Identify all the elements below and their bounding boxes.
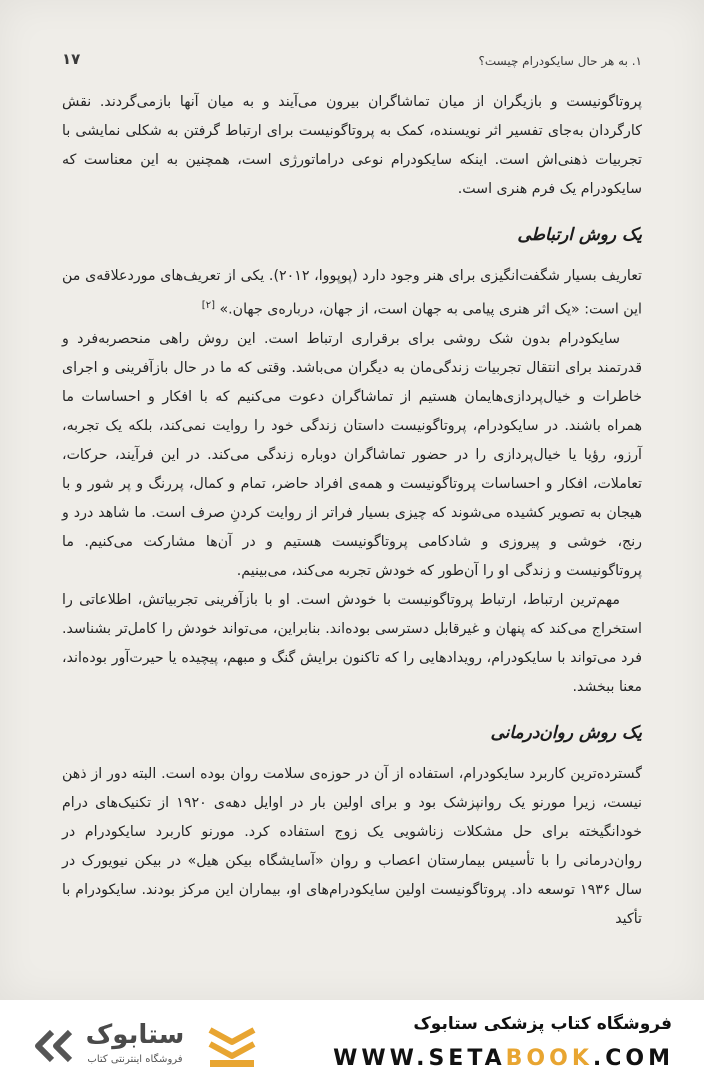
paragraph: سایکودرام بدون شک روشی برای برقراری ارتباط است. این روش راهی منحصربه‌فرد و قدرتمند برای انتقال تجربیات زندگی‌مان به دیگران می‌باشد. وقتی که ما در حال بازآفرینی و اجرای خاطرات و خیال‌پردازی‌هایمان هستیم از تماشاگران دعوت می‌کنیم که با افکار و احساسات ما همراه باشند. در سایکودرام، پروتاگونیست داستان زندگی خود را روایت نمی‌کند، بلکه یک تجربه، آرزو، رؤیا یا خیال‌پردازی را در حضور تماشاگران دوباره زندگی می‌کند. در این فرآیند، حرکات، تعاملات، افکار و احساسات پروتاگونیست و همه‌ی افراد حاضر، تمام و کمال، پررنگ و پر شور و با هیجان به تصویر کشیده می‌شوند که چیزی بسیار فراتر از روایت کردنِ صرف است. ما شاهد درد و رنج، خوشی و پیروزی و شادکامی پروتاگونیست هستیم و در آن‌ها مشارکت می‌کنیم. ما پروتاگونیست و زندگی او را آن‌طور که خودش تجربه می‌کند، می‌بینیم. xyxy=(62,330,642,579)
section-heading: یک روش ارتباطی xyxy=(517,225,642,245)
url-part-2: BOOK xyxy=(505,1046,593,1071)
page-number: ۱۷ xyxy=(62,50,81,68)
paragraph: مهم‌ترین ارتباط، ارتباط پروتاگونیست با خودش است. او با بازآفرینی تجربیاتش، اطلاعاتی را استخراج می‌کند که پنهان و غیرقابل دسترسی بوده‌اند. بنابراین، می‌تواند خودش را کامل‌تر بشناسد. فرد می‌تواند با سایکودرام، رویدادهایی را که تاکنون برایش گنگ و مبهم، پیچیده یا حیرت‌آور بوده‌اند، معنا ببخشد. xyxy=(62,591,642,695)
paragraph: گسترده‌ترین کاربرد سایکودرام، استفاده از آن در حوزه‌ی سلامت روان بوده است. البته دور از ذهن نیست، زیرا مورنو یک روانپزشک بود و برای اولین بار در اوایل دهه‌ی ۱۹۲۰ از تکنیک‌های درام خودانگیخته برای حل مشکلات زناشویی یک زوج استفاده کرد. مورنو کاربرد سایکودرام در روان‌درمانی را با تأسیس بیمارستان اعصاب و روان «آسایشگاه بیکن هیل» در بیکن نیویورک در سال ۱۹۳۶ توسعه داد. پروتاگونیست اولین سایکودرام‌های او، بیماران این مرکز بودند. سایکودرام با تأکید xyxy=(62,765,642,927)
logo-tagline: فروشگاه اینترنتی کتاب xyxy=(87,1054,183,1065)
page-body xyxy=(62,88,642,934)
footnote-ref: [۲] xyxy=(201,300,215,311)
setabook-logo[interactable] xyxy=(28,1020,258,1070)
section-heading: یک روش روان‌درمانی xyxy=(490,722,642,743)
url-part-3: .COM xyxy=(592,1046,674,1071)
publisher-banner xyxy=(0,1000,704,1082)
shop-title: فروشگاه کتاب پزشکی ستابوک xyxy=(413,1014,672,1034)
paragraph xyxy=(62,262,642,325)
page-header xyxy=(62,46,642,76)
stacked-books-icon xyxy=(206,1022,258,1070)
url-part-1: WWW.SETA xyxy=(333,1046,506,1071)
double-chevron-icon xyxy=(30,1026,78,1066)
shop-url[interactable] xyxy=(333,1046,674,1071)
paragraph: پروتاگونیست و بازیگران از میان تماشاگران بیرون می‌آیند و به میان آنها بازمی‌گردند. نقش کارگردان به‌جای تفسیر اثر نویسنده، کمک به پروتاگونیست برای ارتباط گرفتن به شکلی نمایشی با تجربیات ذهنی‌اش است. اینکه سایکودرام نوعی دراماتورژی است، همچنین به این معناست که سایکودرام یک فرم هنری است. xyxy=(62,94,642,197)
logo-brand: ستابوک xyxy=(85,1020,185,1050)
chapter-title: ۱. به هر حال سایکودرام چیست؟ xyxy=(478,54,642,68)
paragraph-text: تعاریف بسیار شگفت‌انگیزی برای هنر وجود دارد (پوپووا، ۲۰۱۲). یکی از تعریف‌های موردعلاقه‌ی من این است: «یک اثر هنری پیامی به جهان است، از جهان، درباره‌ی جهان.» xyxy=(62,268,642,318)
